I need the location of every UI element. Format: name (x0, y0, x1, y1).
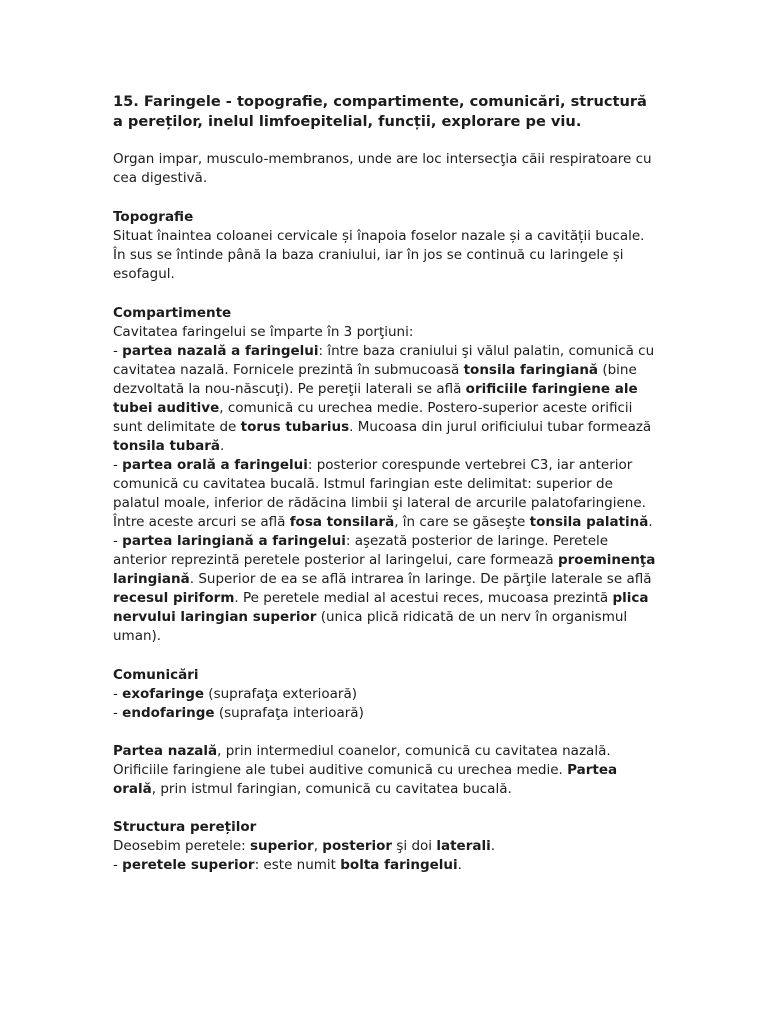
text-run: : aşezată posterior de laringe. Peretele anterior reprezintă peretele posterior al laringelui, care formează (113, 533, 609, 568)
text-run: : între baza craniului şi vălul palatin, comunică cu cavitatea nazală. Fornicele prezintă în submucoasă (113, 343, 655, 378)
text-run: . (457, 857, 462, 873)
dash: - (113, 705, 123, 721)
list-item-endofaringe (113, 704, 658, 723)
bold-term: Partea nazală (113, 743, 218, 759)
text-run: , (313, 838, 323, 854)
text-run: (suprafaţa interioară) (214, 705, 364, 721)
partea-orala-paragraph (113, 456, 658, 532)
bold-term: torus tubarius (240, 419, 350, 435)
bold-term: tonsila palatină (529, 514, 649, 530)
bold-term: peretele superior (122, 857, 255, 873)
compartimente-heading: Compartimente (113, 305, 232, 321)
partea-laringiana-paragraph (113, 532, 658, 646)
dash: - (113, 533, 123, 549)
document-page (113, 92, 658, 875)
bold-term: Partea orală (113, 762, 618, 797)
intro-paragraph: Organ impar, musculo-membranos, unde are loc intersecţia căii respiratoare cu cea digestivă. (113, 151, 652, 186)
text-run: (bine dezvoltată la nou-născuţi). Pe pereţii laterali se află (113, 362, 637, 397)
bold-term: tonsila tubară (113, 438, 221, 454)
structura-line (113, 837, 658, 856)
bold-term: posterior (322, 838, 393, 854)
text-run: (unica plică ridicată de un nerv în organismul uman). (113, 609, 628, 644)
text-run: . Superior de ea se află intrarea în laringe. De părţile laterale se află (189, 571, 652, 587)
topografie-heading: Topografie (113, 209, 194, 225)
bold-term: orificiile faringiene ale tubei auditive (113, 381, 638, 416)
dash: - (113, 857, 123, 873)
bold-term: plica nervului laringian superior (113, 590, 649, 625)
bold-term: exofaringe (122, 686, 205, 702)
bold-term: superior (250, 838, 314, 854)
dash: - (113, 457, 123, 473)
document-title: 15. Faringele - topografie, compartimente, comunicări, structură a pereților, inelul limfoepitelial, funcții, explorare pe viu. (113, 93, 647, 130)
dash: - (113, 343, 123, 359)
bold-term: tonsila faringiană (463, 362, 599, 378)
text-run: . Mucoasa din jurul orificiului tubar formează (349, 419, 652, 435)
comunicari-heading: Comunicări (113, 667, 199, 683)
bold-term: endofaringe (122, 705, 215, 721)
partea-nazala-paragraph (113, 342, 658, 456)
comunicari-paragraph (113, 742, 658, 799)
dash: - (113, 686, 123, 702)
bold-term: partea laringiană a faringelui (122, 533, 346, 549)
text-run: . (220, 438, 225, 454)
list-item-exofaringe (113, 685, 658, 704)
text-run: , comunică cu urechea medie. Postero-superior aceste orificii sunt delimitate de (113, 400, 633, 435)
text-run: , în care se găseşte (394, 514, 530, 530)
topografie-paragraph: Situat înaintea coloanei cervicale și înapoia foselor nazale și a cavității bucale. În sus se întinde până la baza craniului, iar în jos se continuă cu laringele și esofagul. (113, 228, 645, 282)
bold-term: partea orală a faringelui (122, 457, 308, 473)
bold-term: fosa tonsilară (289, 514, 395, 530)
text-run: . (490, 838, 496, 854)
text-run: Deosebim peretele: (113, 838, 250, 854)
bold-term: laterali (436, 838, 491, 854)
text-run: şi doi (392, 838, 437, 854)
text-run: (suprafaţa exterioară) (204, 686, 358, 702)
text-run: . Pe peretele medial al acestui reces, mucoasa prezintă (234, 590, 613, 606)
bold-term: proeminenţa laringiană (113, 552, 656, 587)
bold-term: bolta faringelui (340, 857, 458, 873)
text-run: . (648, 514, 653, 530)
text-run: : este numit (254, 857, 341, 873)
structura-heading: Structura pereților (113, 819, 257, 835)
compartimente-lead: Cavitatea faringelui se împarte în 3 porţiuni: (113, 324, 414, 340)
text-run: , prin istmul faringian, comunică cu cavitatea bucală. (151, 781, 512, 797)
bold-term: partea nazală a faringelui (122, 343, 319, 359)
text-run: , prin intermediul coanelor, comunică cu cavitatea nazală. Orificiile faringiene ale tubei auditive comunică cu urechea medie. (113, 743, 611, 778)
text-run: : posterior corespunde vertebrei C3, iar anterior comunică cu cavitatea bucală. Istmul faringian este delimitat: superior de palatul moale, inferior de rădăcina limbii şi lateral de arcurile palatofaringiene. Între aceste arcuri se află (113, 457, 646, 530)
peretele-superior-line (113, 856, 658, 875)
bold-term: recesul piriform (113, 590, 235, 606)
